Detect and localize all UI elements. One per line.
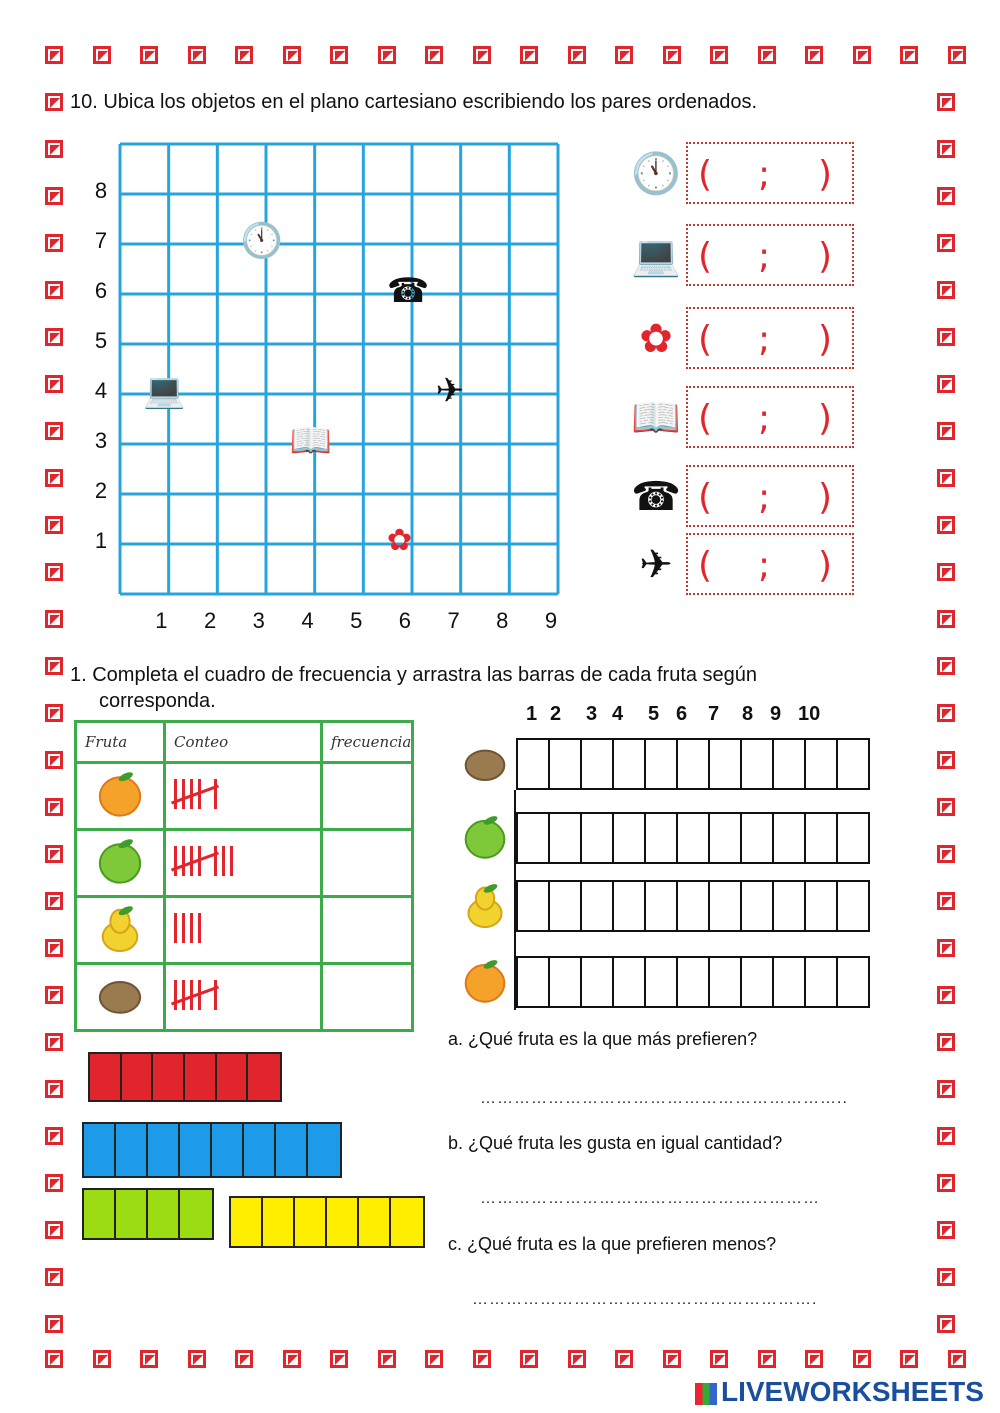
tally-group [214,980,222,1014]
bar-cell [740,812,772,864]
bar-cell [708,880,740,932]
pear-icon [76,897,165,964]
border-tile [937,469,955,487]
tally-stroke [214,779,217,809]
border-tile [45,563,63,581]
border-tile [330,46,348,64]
bar-drop-row[interactable] [516,956,870,1006]
y-axis-label: 7 [94,227,108,253]
separator: ; [758,545,771,586]
border-tile [937,1174,955,1192]
table-row [76,763,413,830]
border-tile [45,657,63,675]
bar-cell [804,812,836,864]
tally-stroke [214,846,217,876]
border-tile [937,657,955,675]
bar-segment [231,1198,263,1246]
border-tile [45,281,63,299]
scale-label: 10 [798,703,821,725]
question-10-title: 10. Ubica los objetos en el plano cartesiano escribiendo los pares ordenados. [70,91,758,113]
tally-stroke [182,980,185,1010]
y-axis-label: 5 [94,327,108,353]
frequency-input[interactable] [322,897,413,964]
draggable-bar[interactable] [82,1188,214,1240]
draggable-bar[interactable] [229,1196,425,1248]
border-tile [45,516,63,534]
border-tile [937,1268,955,1286]
bar-segment [148,1124,180,1176]
ordered-pair-box[interactable] [686,386,854,448]
ordered-pair-box[interactable] [686,307,854,369]
bar-cell [548,738,580,790]
border-tile [378,46,396,64]
border-tile [45,610,63,628]
border-tile [937,798,955,816]
border-tile [235,1350,253,1368]
computer-icon: 💻 [631,234,681,278]
tally-slash [171,986,219,1006]
bar-segment [148,1190,180,1238]
tally-stroke [174,913,177,943]
scale-label: 8 [742,703,754,725]
border-tile [45,1221,63,1239]
border-tile [45,422,63,440]
open-paren: ( [698,477,713,518]
ordered-pair-box[interactable] [686,465,854,527]
border-tile [378,1350,396,1368]
x-axis-label: 8 [496,608,509,633]
apricot-icon [76,763,165,830]
bar-segment [217,1054,249,1100]
bar-segment [84,1124,116,1176]
open-paren: ( [698,154,713,195]
green-apple-icon [76,830,165,897]
border-tile [663,1350,681,1368]
border-tile [937,281,955,299]
border-tile [937,704,955,722]
border-tile [45,986,63,1004]
bar-cell [548,880,580,932]
border-tile [45,375,63,393]
bar-cell [708,956,740,1008]
border-tile [710,1350,728,1368]
border-tile [425,46,443,64]
bar-cell [516,880,548,932]
bar-cell [804,956,836,1008]
border-tile [937,140,955,158]
border-tile [937,845,955,863]
close-paren: ) [818,154,833,195]
border-tile [568,1350,586,1368]
bar-segment [276,1124,308,1176]
border-tile [937,187,955,205]
border-tile [45,46,63,64]
border-tile [45,798,63,816]
scale-label: 3 [586,703,598,725]
tally-stroke [230,846,233,876]
border-tile [758,1350,776,1368]
bar-cell [676,738,708,790]
border-tile [948,46,966,64]
border-tile [937,234,955,252]
tally-stroke [174,779,177,809]
border-tile [805,1350,823,1368]
border-tile [853,46,871,64]
bar-segment [122,1054,154,1100]
border-tile [140,46,158,64]
frequency-input[interactable] [322,830,413,897]
bar-segment [212,1124,244,1176]
border-tile [45,939,63,957]
tally-stroke [174,846,177,876]
question-b: b. ¿Qué fruta les gusta en igual cantidad? [448,1133,783,1153]
border-tile [45,140,63,158]
bar-cell [708,812,740,864]
border-tile [900,1350,918,1368]
bar-cell [516,812,548,864]
tally-group [214,846,238,880]
ordered-pair-box[interactable] [686,224,854,286]
bar-cell [772,956,804,1008]
border-tile [283,46,301,64]
flower-icon[interactable]: ✿ [386,523,413,557]
bar-cell [772,812,804,864]
bar-segment [185,1054,217,1100]
border-tile [937,375,955,393]
border-tile [45,1127,63,1145]
bar-cell [676,956,708,1008]
tally-stroke [198,913,201,943]
border-tile [805,46,823,64]
bar-segment [180,1124,212,1176]
bar-cell [676,812,708,864]
bar-segment [153,1054,185,1100]
open-paren: ( [698,545,713,586]
tally-group [174,980,206,1014]
bar-cell [772,880,804,932]
border-tile [45,1315,63,1333]
y-axis-label: 1 [94,527,108,553]
separator: ; [758,319,771,360]
x-axis-label: 3 [252,608,265,633]
computer-icon[interactable]: 💻 [143,371,186,410]
draggable-bar[interactable] [82,1122,342,1178]
logo-mark-icon [695,1383,717,1405]
bar-segment [248,1054,280,1100]
tally-marks [165,897,322,964]
apricot-icon [462,958,508,1009]
logo-text: LIVEWORKSHEETS [721,1376,984,1407]
airplane-icon: ✈ [639,543,673,587]
bar-cell [708,738,740,790]
bar-drop-row[interactable] [516,880,870,930]
border-tile [45,1174,63,1192]
bar-cell [644,956,676,1008]
bar-cell [548,956,580,1008]
scale-label: 6 [676,703,688,725]
table-row [76,964,413,1031]
border-tile [937,939,955,957]
bar-cell [612,812,644,864]
clock-icon[interactable]: 🕚 [240,221,284,260]
border-tile [615,1350,633,1368]
bar-cell [836,812,870,864]
header-count: Conteo [165,722,322,763]
separator: ; [758,398,771,439]
bar-segment [308,1124,340,1176]
bar-segment [244,1124,276,1176]
bar-segment [116,1190,148,1238]
border-tile [710,46,728,64]
bar-drop-row[interactable] [516,738,870,788]
bar-cell [612,956,644,1008]
border-tile [45,1268,63,1286]
tally-slash [171,852,219,872]
kiwi-icon [462,740,508,791]
close-paren: ) [818,319,833,360]
question-c: c. ¿Qué fruta es la que prefieren menos? [448,1234,777,1254]
x-axis-label: 5 [350,608,363,633]
answer-line-a[interactable]: ……………………………………………………….. [480,1090,848,1107]
close-paren: ) [818,236,833,277]
bar-cell [644,812,676,864]
border-tile [45,328,63,346]
tally-stroke [214,980,217,1010]
close-paren: ) [818,398,833,439]
bar-cell [580,880,612,932]
x-axis-label: 7 [447,608,460,633]
frequency-input[interactable] [322,763,413,830]
border-tile [615,46,633,64]
header-frequency: frecuencia [322,722,413,763]
bar-segment [180,1190,212,1238]
bar-cell [740,880,772,932]
bar-cell [612,880,644,932]
border-tile [45,234,63,252]
ordered-pair-box[interactable] [686,142,854,204]
frequency-table [74,720,414,1032]
header-fruit: Fruta [76,722,165,763]
scale-label: 4 [612,703,624,725]
bar-axis-line [514,790,516,1010]
x-axis-label: 6 [398,608,412,633]
x-axis-label: 4 [301,608,314,633]
bar-cell [836,956,870,1008]
scale-label: 1 [526,703,538,725]
border-tile [188,1350,206,1368]
bar-segment [116,1124,148,1176]
border-tile [937,1033,955,1051]
border-tile [45,1080,63,1098]
border-tile [45,469,63,487]
open-paren: ( [698,319,713,360]
telephone-icon[interactable]: ☎ [386,271,430,310]
bar-segment [359,1198,391,1246]
tally-group [214,779,222,813]
border-tile [45,751,63,769]
border-tile [937,1127,955,1145]
border-tile [473,1350,491,1368]
border-tile [140,1350,158,1368]
border-tile [235,46,253,64]
tally-stroke [222,846,225,876]
border-tile [520,46,538,64]
tally-marks [165,964,322,1031]
bar-segment [84,1190,116,1238]
x-axis-label: 9 [544,608,558,633]
tally-stroke [182,913,185,943]
border-tile [948,1350,966,1368]
border-tile [937,986,955,1004]
border-tile [330,1350,348,1368]
border-tile [937,93,955,111]
tally-slash [171,785,219,805]
bar-cell [580,738,612,790]
border-tile [937,610,955,628]
tally-group [174,846,206,880]
border-tile [937,563,955,581]
border-tile [45,1033,63,1051]
bar-cell [644,880,676,932]
tally-stroke [182,846,185,876]
bar-segment [90,1054,122,1100]
scale-label: 7 [708,703,720,725]
bar-cell [676,880,708,932]
question-1-title-line1: 1. Completa el cuadro de frecuencia y arrastra las barras de cada fruta según [70,664,758,686]
bar-cell [516,956,548,1008]
y-axis-label: 4 [94,377,108,403]
border-tile [853,1350,871,1368]
table-row [76,897,413,964]
bar-cell [804,880,836,932]
tally-stroke [182,779,185,809]
border-tile [568,46,586,64]
separator: ; [758,236,771,277]
separator: ; [758,477,771,518]
y-axis-label: 3 [94,427,108,453]
border-tile [45,845,63,863]
answer-line-c[interactable]: ……………………………………………………. [472,1291,818,1308]
pear-icon [462,882,508,933]
border-tile [520,1350,538,1368]
bar-cell [740,738,772,790]
tally-marks [165,830,322,897]
border-tile [45,1350,63,1368]
question-1-title-line2: corresponda. [99,690,216,712]
bar-cell [836,880,870,932]
bar-cell [804,738,836,790]
border-tile [937,1080,955,1098]
y-axis-label: 8 [94,177,108,203]
draggable-bar[interactable] [88,1052,282,1102]
border-tile [283,1350,301,1368]
bar-cell [836,738,870,790]
border-tile [758,46,776,64]
border-tile [937,422,955,440]
clock-icon: 🕚 [631,152,681,196]
bar-segment [263,1198,295,1246]
bar-segment [327,1198,359,1246]
book-icon[interactable]: 📖 [289,421,332,460]
flower-icon: ✿ [639,317,673,361]
liveworksheets-logo [695,1376,984,1408]
bar-cell [740,956,772,1008]
border-tile [937,328,955,346]
bar-cell [612,738,644,790]
close-paren: ) [818,545,833,586]
border-tile [45,93,63,111]
x-axis-label: 2 [203,608,217,633]
scale-label: 2 [550,703,562,725]
border-tile [900,46,918,64]
bar-segment [295,1198,327,1246]
tally-stroke [174,980,177,1010]
kiwi-icon [76,964,165,1031]
cartesian-grid [118,142,560,596]
green-apple-icon [462,814,508,865]
bar-cell [580,812,612,864]
tally-group [174,779,206,813]
border-tile [45,892,63,910]
bar-drop-row[interactable] [516,812,870,862]
border-tile [93,46,111,64]
border-tile [93,1350,111,1368]
scale-label: 9 [770,703,782,725]
tally-stroke [190,913,193,943]
frequency-input[interactable] [322,964,413,1031]
border-tile [937,892,955,910]
border-tile [937,1315,955,1333]
separator: ; [758,154,771,195]
answer-line-b[interactable]: …………………………………………………… [480,1190,820,1207]
border-tile [937,516,955,534]
y-axis-label: 6 [94,277,108,303]
bar-cell [580,956,612,1008]
tally-marks [165,763,322,830]
close-paren: ) [818,477,833,518]
border-tile [663,46,681,64]
telephone-icon: ☎ [631,475,681,519]
question-a: a. ¿Qué fruta es la que más prefieren? [448,1029,758,1049]
bar-cell [516,738,548,790]
bar-cell [644,738,676,790]
bar-segment [391,1198,423,1246]
border-tile [425,1350,443,1368]
book-icon: 📖 [631,396,681,440]
y-axis-label: 2 [94,477,108,503]
bar-cell [548,812,580,864]
table-row [76,830,413,897]
border-tile [937,1221,955,1239]
border-tile [473,46,491,64]
bar-cell [772,738,804,790]
ordered-pair-box[interactable] [686,533,854,595]
x-axis-label: 1 [155,608,168,633]
tally-group [174,913,206,947]
open-paren: ( [698,236,713,277]
scale-label: 5 [648,703,660,725]
border-tile [45,704,63,722]
border-tile [45,187,63,205]
airplane-icon[interactable]: ✈ [435,371,465,410]
border-tile [937,751,955,769]
open-paren: ( [698,398,713,439]
border-tile [188,46,206,64]
